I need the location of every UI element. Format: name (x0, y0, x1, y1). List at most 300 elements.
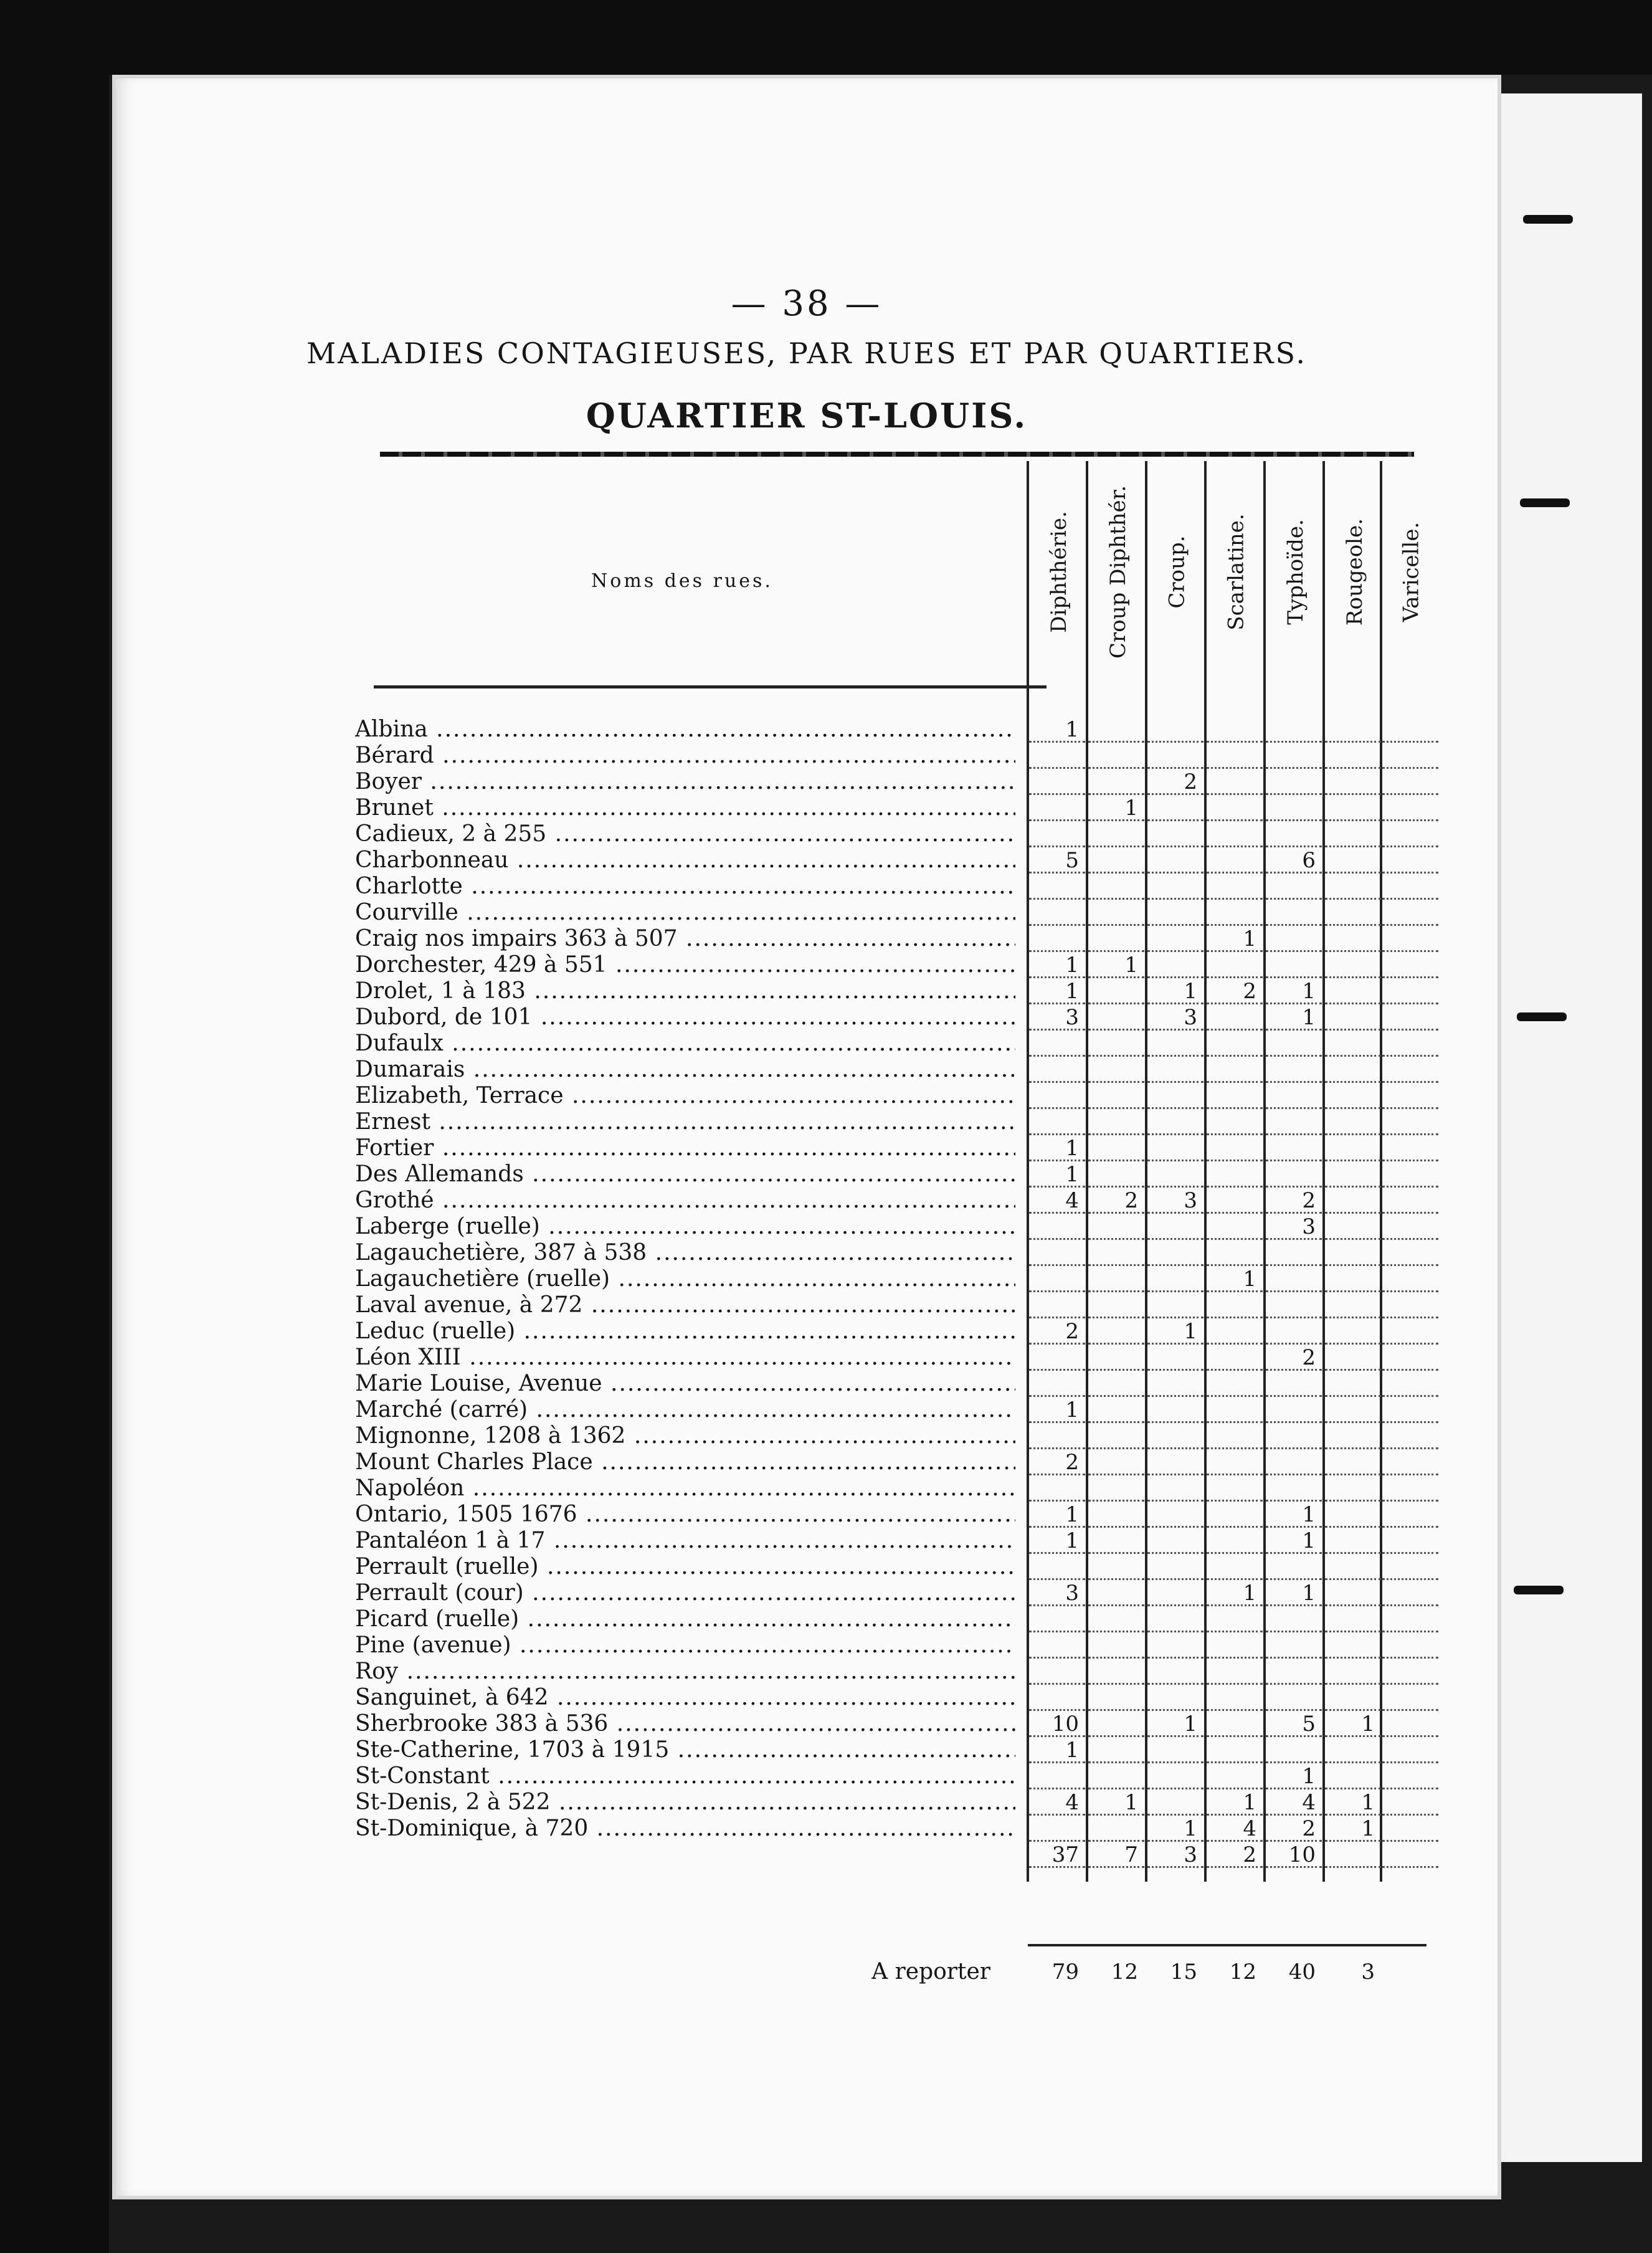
count-cell: 1 (1147, 1711, 1203, 1737)
street-name: Laberge (ruelle) ..... (355, 1214, 1015, 1240)
count-cell (1088, 1292, 1144, 1318)
scan-border-top (0, 0, 1652, 75)
street-name: Charlotte ..... (355, 874, 1015, 900)
count-cell (1325, 821, 1381, 847)
count-cell (1207, 1135, 1263, 1161)
count-cell (1147, 743, 1203, 769)
street-name: Craig nos impairs 363 à 507 ..... (355, 926, 1015, 952)
street-name: Cadieux, 2 à 255 ..... (355, 821, 1015, 847)
count-cell: 2 (1266, 1345, 1322, 1371)
count-cell (1266, 795, 1322, 821)
count-cell (1382, 1554, 1438, 1580)
table-row (355, 1345, 1427, 1371)
street-name: Pantaléon 1 à 17 ..... (355, 1528, 1015, 1554)
page-number: — 38 — (731, 283, 883, 324)
count-cell: 1 (1207, 1789, 1263, 1816)
table-row (355, 1057, 1427, 1083)
street-name: Ontario, 1505 1676 ..... (355, 1502, 1015, 1528)
count-cell (1088, 926, 1144, 952)
total-cell: 15 (1170, 1960, 1197, 1984)
count-cell (1266, 1659, 1322, 1685)
count-cell: 4 (1266, 1789, 1322, 1816)
street-name: Fortier ..... (355, 1135, 1015, 1161)
count-cell (1147, 795, 1203, 821)
count-cell (1088, 1214, 1144, 1240)
count-cell (1088, 1632, 1144, 1659)
count-cell: 2 (1207, 978, 1263, 1004)
count-cell (1147, 1161, 1203, 1188)
count-cell (1382, 1057, 1438, 1083)
count-cell: 6 (1266, 847, 1322, 874)
count-cell (1147, 1502, 1203, 1528)
table-top-rule (380, 452, 1414, 457)
count-cell: 1 (1147, 1816, 1203, 1842)
count-cell (1147, 1632, 1203, 1659)
count-cell (1088, 1083, 1144, 1109)
count-cell (1325, 1737, 1381, 1763)
count-cell (1325, 1397, 1381, 1423)
count-cell (1147, 1685, 1203, 1711)
count-cell: 1 (1029, 1737, 1085, 1763)
count-cell (1088, 1580, 1144, 1606)
count-cell (1207, 874, 1263, 900)
count-cell: 1 (1029, 1397, 1085, 1423)
count-cell (1029, 769, 1085, 795)
count-cell (1029, 1083, 1085, 1109)
count-cell: 2 (1088, 1188, 1144, 1214)
street-name: Albina ..... (355, 717, 1015, 743)
table-body (355, 717, 1427, 1868)
count-cell (1147, 1371, 1203, 1397)
street-name: St-Denis, 2 à 522 ..... (355, 1789, 1015, 1816)
count-cell: 1 (1088, 952, 1144, 978)
count-cell (1207, 717, 1263, 743)
count-cell (1266, 1685, 1322, 1711)
count-cell (1266, 1737, 1322, 1763)
table-row (355, 1528, 1427, 1554)
table-row (355, 952, 1427, 978)
count-cell (1207, 1031, 1263, 1057)
count-cell (1382, 1763, 1438, 1789)
count-cell (1382, 1240, 1438, 1266)
count-cell (1266, 769, 1322, 795)
count-cell (1147, 1397, 1203, 1423)
street-name: Mignonne, 1208 à 1362 ..... (355, 1423, 1015, 1449)
count-cell (1266, 926, 1322, 952)
count-cell: 1 (1147, 1318, 1203, 1345)
count-cell: 4 (1029, 1789, 1085, 1816)
street-name: Drolet, 1 à 183 ..... (355, 978, 1015, 1004)
count-cell: 2 (1266, 1816, 1322, 1842)
count-cell (1147, 900, 1203, 926)
count-cell (1029, 1475, 1085, 1502)
count-cell: 2 (1147, 769, 1203, 795)
count-cell (1207, 1554, 1263, 1580)
table-row (355, 1240, 1427, 1266)
table-row (355, 769, 1427, 795)
count-cell (1325, 847, 1381, 874)
count-cell (1382, 1737, 1438, 1763)
count-cell: 3 (1147, 1842, 1203, 1868)
count-cell (1325, 1528, 1381, 1554)
count-cell (1088, 1475, 1144, 1502)
street-name: Brunet ..... (355, 795, 1015, 821)
count-cell (1029, 1371, 1085, 1397)
table-row (355, 874, 1427, 900)
count-cell (1147, 1083, 1203, 1109)
total-cell: 79 (1051, 1960, 1079, 1984)
count-cell (1088, 1031, 1144, 1057)
street-name: Roy ..... (355, 1659, 1015, 1685)
street-name: Marché (carré) ..... (355, 1397, 1015, 1423)
count-cell (1266, 1449, 1322, 1475)
count-cell: 1 (1147, 978, 1203, 1004)
count-cell (1029, 1240, 1085, 1266)
street-name: Dufaulx ..... (355, 1031, 1015, 1057)
count-cell (1266, 1371, 1322, 1397)
count-cell (1382, 1449, 1438, 1475)
count-cell (1029, 795, 1085, 821)
count-cell (1088, 978, 1144, 1004)
count-cell: 1 (1088, 1789, 1144, 1816)
column-header-diphtherie: Diphthérie. (1047, 510, 1072, 633)
count-cell (1207, 743, 1263, 769)
count-cell (1266, 1475, 1322, 1502)
count-cell (1382, 1423, 1438, 1449)
street-name: Mount Charles Place ..... (355, 1449, 1015, 1475)
binding-stitch (1520, 498, 1570, 507)
table-row (355, 1109, 1427, 1135)
count-cell (1325, 1109, 1381, 1135)
count-cell (1382, 795, 1438, 821)
count-cell (1207, 1240, 1263, 1266)
count-cell (1325, 743, 1381, 769)
table-row (355, 1554, 1427, 1580)
count-cell (1207, 952, 1263, 978)
street-name: Picard (ruelle) ..... (355, 1606, 1015, 1632)
count-cell (1207, 1737, 1263, 1763)
count-cell (1029, 1292, 1085, 1318)
count-cell (1325, 1004, 1381, 1031)
street-name: Perrault (ruelle) ..... (355, 1554, 1015, 1580)
count-cell (1147, 1031, 1203, 1057)
count-cell (1382, 1397, 1438, 1423)
street-name: Sanguinet, à 642 ..... (355, 1685, 1015, 1711)
count-cell (1325, 795, 1381, 821)
count-cell: 1 (1029, 1161, 1085, 1188)
count-cell (1325, 978, 1381, 1004)
count-cell (1382, 1475, 1438, 1502)
count-cell: 10 (1266, 1842, 1322, 1868)
street-name: Ernest ..... (355, 1109, 1015, 1135)
count-cell (1088, 1449, 1144, 1475)
count-cell (1147, 1763, 1203, 1789)
count-cell: 3 (1266, 1214, 1322, 1240)
count-cell (1088, 1161, 1144, 1188)
count-cell (1147, 1109, 1203, 1135)
count-cell (1207, 1528, 1263, 1554)
count-cell (1147, 1659, 1203, 1685)
street-name: Sherbrooke 383 à 536 ..... (355, 1711, 1015, 1737)
count-cell (1382, 1685, 1438, 1711)
table-row (355, 1397, 1427, 1423)
count-cell (1147, 847, 1203, 874)
count-cell (1382, 743, 1438, 769)
binding-stitch (1517, 1012, 1567, 1021)
total-cell: 12 (1229, 1960, 1256, 1984)
count-cell (1266, 1161, 1322, 1188)
count-cell (1029, 743, 1085, 769)
count-cell (1207, 1763, 1263, 1789)
count-cell (1147, 1345, 1203, 1371)
table-row (355, 1214, 1427, 1240)
total-cell: 12 (1111, 1960, 1138, 1984)
count-cell (1266, 1266, 1322, 1292)
count-cell (1207, 1606, 1263, 1632)
count-cell (1147, 1606, 1203, 1632)
count-cell (1325, 1449, 1381, 1475)
count-cell (1147, 1240, 1203, 1266)
count-cell (1029, 1423, 1085, 1449)
count-cell (1382, 1789, 1438, 1816)
count-cell (1207, 1318, 1263, 1345)
count-cell (1325, 1580, 1381, 1606)
street-name: Ste-Catherine, 1703 à 1915 ..... (355, 1737, 1015, 1763)
street-name: Lagauchetière, 387 à 538 ..... (355, 1240, 1015, 1266)
count-cell (1029, 1109, 1085, 1135)
count-cell (1088, 874, 1144, 900)
count-cell (1325, 1135, 1381, 1161)
count-cell (1266, 1292, 1322, 1318)
count-cell (1207, 1188, 1263, 1214)
count-cell (1207, 1161, 1263, 1188)
count-cell (1382, 1816, 1438, 1842)
count-cell (1088, 1502, 1144, 1528)
count-cell (1266, 900, 1322, 926)
count-cell (1325, 1554, 1381, 1580)
count-cell (1325, 1057, 1381, 1083)
column-header-typhoide: Typhoïde. (1283, 518, 1308, 625)
table-row (355, 1659, 1427, 1685)
street-name: Des Allemands ..... (355, 1161, 1015, 1188)
count-cell (1147, 926, 1203, 952)
table-row (355, 847, 1427, 874)
count-cell: 3 (1029, 1004, 1085, 1031)
count-cell: 7 (1088, 1842, 1144, 1868)
table-row (355, 1318, 1427, 1345)
count-cell: 1 (1207, 1580, 1263, 1606)
count-cell (1325, 1161, 1381, 1188)
count-cell (1207, 1057, 1263, 1083)
count-cell: 3 (1029, 1580, 1085, 1606)
street-name: Dubord, de 101 ..... (355, 1004, 1015, 1031)
table-row (355, 1475, 1427, 1502)
count-cell (1382, 847, 1438, 874)
column-header-streets: Noms des rues. (591, 570, 773, 592)
count-cell: 1 (1029, 952, 1085, 978)
count-cell (1382, 1502, 1438, 1528)
count-cell: 5 (1266, 1711, 1322, 1737)
table-row (355, 1449, 1427, 1475)
count-cell (1207, 1475, 1263, 1502)
count-cell (1029, 1632, 1085, 1659)
table-row (355, 1763, 1427, 1789)
count-cell (1029, 874, 1085, 900)
count-cell: 1 (1029, 717, 1085, 743)
count-cell (1147, 1789, 1203, 1816)
count-cell: 37 (1029, 1842, 1085, 1868)
count-cell (1266, 1423, 1322, 1449)
table-row (355, 1031, 1427, 1057)
street-name: Laval avenue, à 272 ..... (355, 1292, 1015, 1318)
count-cell (1207, 1371, 1263, 1397)
count-cell (1382, 1188, 1438, 1214)
count-cell: 1 (1325, 1789, 1381, 1816)
total-cell (1382, 1956, 1438, 1988)
street-name: Elizabeth, Terrace ..... (355, 1083, 1015, 1109)
count-cell (1147, 952, 1203, 978)
count-cell (1029, 900, 1085, 926)
table-row (355, 1580, 1427, 1606)
count-cell (1382, 1031, 1438, 1057)
count-cell (1207, 1632, 1263, 1659)
count-cell (1088, 743, 1144, 769)
count-cell (1325, 769, 1381, 795)
count-cell (1029, 1816, 1085, 1842)
count-cell (1266, 717, 1322, 743)
count-cell (1266, 1240, 1322, 1266)
count-cell (1382, 1109, 1438, 1135)
count-cell (1029, 821, 1085, 847)
count-cell (1266, 952, 1322, 978)
count-cell (1207, 1397, 1263, 1423)
street-name: Leduc (ruelle) ..... (355, 1318, 1015, 1345)
count-cell (1088, 1816, 1144, 1842)
count-cell: 3 (1147, 1004, 1203, 1031)
street-name: Pine (avenue) ..... (355, 1632, 1015, 1659)
count-cell (1088, 1397, 1144, 1423)
count-cell (1382, 926, 1438, 952)
count-cell (1207, 1109, 1263, 1135)
count-cell: 4 (1029, 1188, 1085, 1214)
count-cell (1088, 1423, 1144, 1449)
count-cell: 1 (1266, 1004, 1322, 1031)
count-cell: 1 (1325, 1711, 1381, 1737)
count-cell (1207, 1004, 1263, 1031)
count-cell (1325, 1345, 1381, 1371)
binding-stitch (1514, 1586, 1564, 1594)
count-cell (1325, 1031, 1381, 1057)
count-cell (1325, 1240, 1381, 1266)
street-name: Grothé ..... (355, 1188, 1015, 1214)
count-cell (1266, 1632, 1322, 1659)
count-cell (1325, 1475, 1381, 1502)
count-cell (1147, 1737, 1203, 1763)
count-cell (1088, 1659, 1144, 1685)
table-row (355, 1004, 1427, 1031)
count-cell (1207, 1083, 1263, 1109)
count-cell: 1 (1207, 926, 1263, 952)
count-cell (1207, 1502, 1263, 1528)
count-cell: 1 (1325, 1816, 1381, 1842)
count-cell (1266, 1083, 1322, 1109)
count-cell: 1 (1207, 1266, 1263, 1292)
table-row (355, 926, 1427, 952)
count-cell: 1 (1266, 1502, 1322, 1528)
count-cell (1325, 1188, 1381, 1214)
street-name: St-Constant ..... (355, 1763, 1015, 1789)
count-cell (1088, 1554, 1144, 1580)
count-cell (1147, 1423, 1203, 1449)
table-row (355, 1737, 1427, 1763)
count-cell (1147, 717, 1203, 743)
count-cell (1207, 1214, 1263, 1240)
count-cell (1029, 926, 1085, 952)
count-cell (1325, 952, 1381, 978)
count-cell (1029, 1031, 1085, 1057)
count-cell (1382, 821, 1438, 847)
count-cell (1325, 1659, 1381, 1685)
count-cell (1266, 1135, 1322, 1161)
count-cell (1382, 1266, 1438, 1292)
count-cell (1382, 1659, 1438, 1685)
street-name: Léon XIII ..... (355, 1345, 1015, 1371)
table-row (355, 1789, 1427, 1816)
total-cell: 40 (1288, 1960, 1316, 1984)
count-cell (1382, 978, 1438, 1004)
document-page (112, 75, 1501, 2199)
count-cell (1088, 1345, 1144, 1371)
street-name: Courville ..... (355, 900, 1015, 926)
count-cell: 2 (1029, 1449, 1085, 1475)
count-cell (1147, 821, 1203, 847)
count-cell (1088, 1685, 1144, 1711)
page-subtitle: QUARTIER ST-LOUIS. (586, 396, 1028, 436)
table-row (355, 1188, 1427, 1214)
count-cell (1147, 1135, 1203, 1161)
count-cell (1382, 1711, 1438, 1737)
table-row (355, 743, 1427, 769)
street-name: St-Dominique, à 720 ..... (355, 1816, 1015, 1842)
count-cell (1207, 847, 1263, 874)
count-cell (1207, 1345, 1263, 1371)
binding-stitch (1523, 215, 1573, 224)
table-row (355, 900, 1427, 926)
count-cell (1147, 874, 1203, 900)
count-cell (1207, 795, 1263, 821)
count-cell (1147, 1292, 1203, 1318)
count-cell (1266, 1057, 1322, 1083)
street-name: Lagauchetière (ruelle) ..... (355, 1266, 1015, 1292)
count-cell (1325, 926, 1381, 952)
count-cell (1207, 1711, 1263, 1737)
count-cell (1088, 1109, 1144, 1135)
column-header-scarlatine: Scarlatine. (1224, 513, 1249, 631)
count-cell (1325, 1214, 1381, 1240)
count-cell (1382, 1318, 1438, 1345)
count-cell (1325, 717, 1381, 743)
count-cell (1088, 1711, 1144, 1737)
count-cell (1325, 874, 1381, 900)
count-cell (1382, 1345, 1438, 1371)
count-cell (1147, 1580, 1203, 1606)
count-cell (1088, 847, 1144, 874)
count-cell (1382, 1161, 1438, 1188)
count-cell (1088, 1318, 1144, 1345)
count-cell: 1 (1029, 1528, 1085, 1554)
count-cell (1382, 1214, 1438, 1240)
count-cell: 1 (1029, 1502, 1085, 1528)
